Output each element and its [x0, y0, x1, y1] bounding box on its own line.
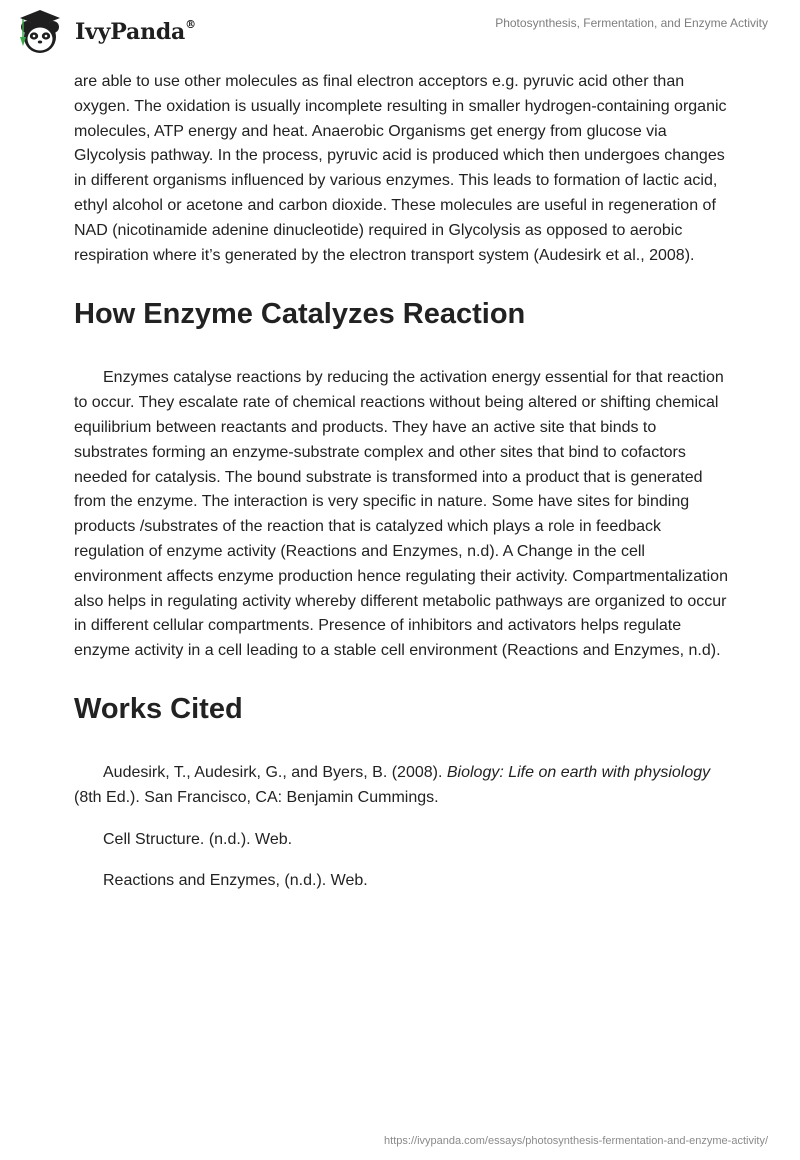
citation-reactions-enzymes: Reactions and Enzymes, (n.d.). Web. [103, 872, 368, 890]
citation-cell-structure: Cell Structure. (n.d.). Web. [103, 830, 293, 848]
works-cited-heading: Works Cited [74, 692, 243, 725]
enzyme-paragraph: Enzymes catalyse reactions by reducing the activation energy essential for that reaction to occur. They escalate rate of chemical reactions without being altered or shifting chemical equilibrium between reactants and products. They have an active site that binds to substrates forming an enzyme-substrate complex and other sites that bind to cofactors needed for catalysis. The bound substrate is transformed into a product that is generated from the enzyme. The interaction is very specific in nature. Some have sites for binding products /substrates of the reaction that is catalyzed which plays a role in feedback regulation of enzyme activity (Reactions and Enzymes, n.d). A Change in the cell environment affects enzyme production hence regulating their activity. Compartmentalization also helps in regulating activity whereby different metabolic pathways are organized to occur in different cellular compartments. Presence of inhibitors and activators helps regulate enzyme activity in a cell leading to a stable cell environment (Reactions and Enzymes, n.d). [74, 369, 728, 660]
source-url[interactable]: https://ivypanda.com/essays/photosynthesis-fermentation-and-enzyme-activity/ [384, 1135, 768, 1147]
intro-paragraph: are able to use other molecules as final electron acceptors e.g. pyruvic acid other than oxygen. The oxidation is usually incomplete resulting in smaller hydrogen-containing organic molecules, ATP energy and heat. Anaerobic Organisms get energy from glucose via Glycolysis pathway. In the process, pyruvic acid is produced which then undergoes changes in different organisms influenced by various enzymes. This leads to formation of lactic acid, ethyl alcohol or acetone and carbon dioxide. These molecules are useful in regeneration of NAD (nicotinamide adenine dinucleotide) required in Glycolysis as opposed to aerobic respiration where it’s generated by the electron transport system (Audesirk et al., 2008). [74, 73, 727, 264]
essay-body [74, 70, 734, 911]
citation-authors: Audesirk, T., Audesirk, G., and Byers, B. (2008). [103, 763, 447, 781]
page-header [0, 0, 800, 66]
panda-graduate-icon [14, 6, 66, 58]
citation-publisher: (8th Ed.). San Francisco, CA: Benjamin Cummings. [74, 788, 439, 806]
citation-book-title: Biology: Life on earth with physiology [446, 763, 711, 781]
brand-name: IvyPanda® [75, 17, 196, 45]
document-title: Photosynthesis, Fermentation, and Enzyme Activity [495, 16, 768, 30]
ivypanda-logo[interactable] [14, 6, 196, 58]
enzyme-heading: How Enzyme Catalyzes Reaction [74, 298, 526, 331]
citation-audesirk [74, 761, 734, 811]
